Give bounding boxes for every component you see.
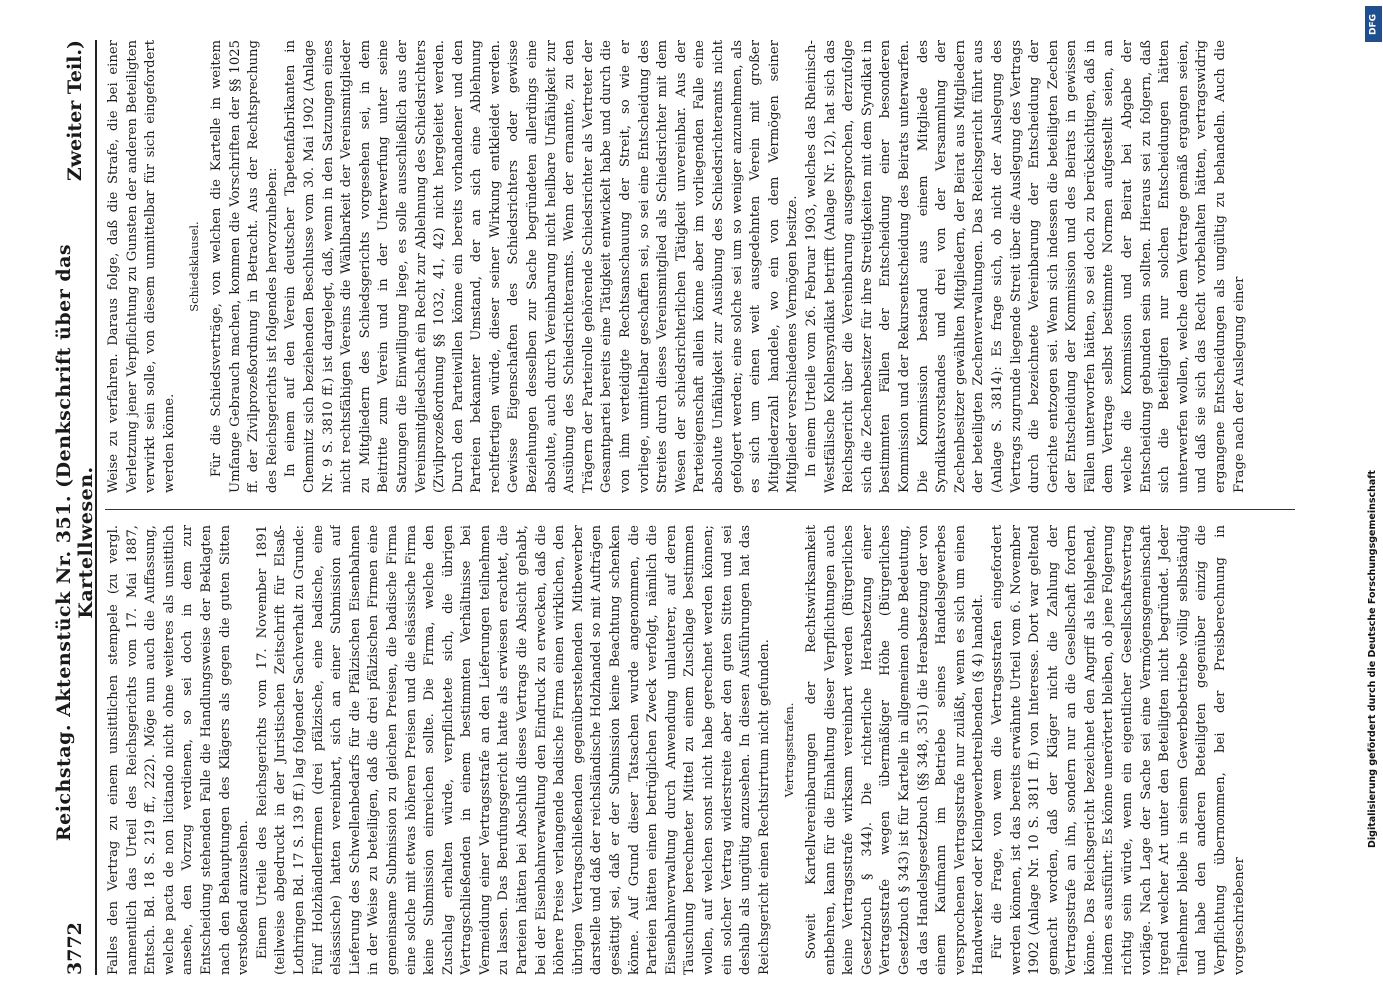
page-number: 3772 bbox=[64, 922, 86, 975]
paragraph: Falles den Vertrag zu einem unsittlichen stempele (zu vergl. namentlich das Urteil des Reichsgerichts vom 17. Mai 1887, Entsch. Bd. 18 S. 219 ff., 222). Möge nun auch die Auffassung, welche pacta de non licitando nicht ohne weiteres als unsittlich ansehe, den Vorzug verdienen, so sei doch in dem zur Entscheidung stehenden Falle die Handlungsweise der Beklagten nach den Behauptungen des Klägers als gegen die guten Sitten verstoßend anzusehen. bbox=[106, 525, 252, 975]
section-subheading: Schiedsklausel. bbox=[187, 221, 202, 312]
paragraph: Für die Schiedsverträge, von welchen die Kartelle in weitem Umfange Gebrauch machen, kommen die Vorschriften der §§ 1025 ff. der Zivilprozeßordnung in Betracht. Aus der Rechtsprechung des Reichsgerichts ist folgendes hervorzuheben: bbox=[208, 40, 280, 493]
section-subheading: Vertragsstrafen. bbox=[782, 702, 797, 798]
right-column bbox=[105, 40, 1295, 493]
rotated-page bbox=[55, 40, 1305, 975]
paragraph: Einem Urteile des Reichsgerichts vom 17. November 1891 (teilweise abgedruckt in der Juristischen Zeitschrift für Elsaß-Lothringen Bd. 17 S. 139 ff.) lag folgender Sachverhalt zu Grunde: Fünf Holzhändlerfirmen (drei pfälzische, eine badische, eine elsässische) hatten vereinbart, sich an einer Submission auf Lieferung des Schwellenbedarfs für die Pfälzischen Eisenbahnen in der Weise zu beteiligen, daß die drei pfälzischen Firmen eine gemeinsame Submission zu gleichen Preisen, die badische Firma eine solche mit etwas höheren Preisen und die elsässische Firma keine Submission einreichen sollte. Die Firma, welche den Zuschlag erhalten würde, verpflichtete sich, die übrigen Vertragschließenden in einem bestimmten Verhältnisse bei Vermeidung einer Vertragsstrafe an den Lieferungen teilnehmen zu lassen. Das Berufungsgericht hatte als erwiesen erachtet, die Parteien hätten bei Abschluß dieses Vertrags die Absicht gehabt, bei der Eisenbahnverwaltung den Eindruck zu erwecken, daß die höhere Preise verlangende badische Firma einen wirklichen, den übrigen Vertragschließenden gegenüberstehenden Mitbewerber darstelle und daß der reichsländische Holzhandel so mit Aufträgen gesättigt sei, daß er der Submission keine Beachtung schenken könne. Auf Grund dieser Tatsachen wurde angenommen, die Parteien hätten einen betrüglichen Zweck verfolgt, nämlich die Eisenbahnverwaltung durch Anwendung unlauterer, auf deren Täuschung berechneter Mittel zu einem Zuschlage bestimmen wollen, auf welchen sonst nicht habe gerechnet werden können; ein solcher Vertrag widerstreite aber den guten Sitten und sei deshalb als ungültig anzusehen. In diesen Ausführungen hat das Reichsgericht einen Rechtsirrtum nicht gefunden. bbox=[254, 525, 772, 975]
part-label: Zweiter Teil.) bbox=[64, 40, 86, 182]
dfg-logo: DFG bbox=[1365, 6, 1382, 42]
running-title: Reichstag. Aktenstück Nr. 351. (Denkschrift über das Kartellwesen. bbox=[53, 243, 97, 842]
running-header bbox=[55, 40, 97, 975]
left-column bbox=[105, 525, 1295, 975]
paragraph: Weise zu verfahren. Daraus folge, daß die Strafe, die bei einer Verletzung jener Verpflichtung zu Gunsten der anderen Beteiligten verwirkt sein solle, von diesem unmittelbar für sich eingefordert werden könne. bbox=[106, 40, 177, 493]
digitization-notice: Digitalisierung gefördert durch die Deutsche Forschungsgemeinschaft bbox=[1367, 470, 1378, 848]
paragraph: In einem auf den Verein deutscher Tapetenfabrikanten in Chemnitz sich beziehenden Beschlusse vom 30. Mai 1902 (Anlage Nr. 9 S. 3810 ff.) ist dargelegt, daß, wenn in den Satzungen eines nicht rechtsfähigen Vereins die Wählbarkeit der Vereinsmitglieder zu Mitgliedern des Schiedsgerichts vorgesehen sei, in dem Beitritte zum Verein und in der Unterwerfung unter seine Satzungen die Einwilligung liege, es solle ausschließlich aus der Vereinsmitgliedschaft ein Recht zur Ablehnung des Schiedsrichters (Zivilprozeßordnung §§ 1032, 41, 42) nicht hergeleitet werden. Durch den Parteiwillen könne ein bereits vorhandener und den Parteien bekannter Umstand, der an sich eine Ablehnung rechtfertigen würde, dieser seiner Wirkung entkleidet werden. Gewisse Eigenschaften des Schiedsrichters oder gewisse Beziehungen desselben zur Sache begründeten allerdings eine absolute, auch durch Vereinbarung nicht heilbare Unfähigkeit zur Ausübung des Schiedsrichteramts. Wenn der ernannte, zu den Trägern der Parteirolle gehörende Schiedsrichter als Vertreter der Gesamtpartei bereits eine Tätigkeit entwickelt habe und durch die von ihm verteidigte Rechtsanschauung der Streit, so wie er vorliege, unmittelbar geschaffen sei, so sei eine Entscheidung des Streites durch dieses Vereinsmitglied als Schiedsrichter mit dem Wesen der schiedsrichterlichen Tätigkeit unvereinbar. Aus der Parteieigenschaft allein könne aber im vorliegenden Falle eine absolute Unfähigkeit zur Ausübung des Schiedsrichteramts nicht gefolgert werden; eine solche sei um so weniger anzunehmen, als es sich um einen weit ausgedehnten Verein mit großer Mitgliederzahl handele, wo ein von dem Vermögen seiner Mitglieder verschiedenes Vermögen besitze. bbox=[283, 40, 801, 493]
column-divider bbox=[105, 509, 1295, 510]
paragraph: Für die Frage, von wem die Vertragsstrafen eingefordert werden können, ist das bereits erwähnte Urteil vom 6. November 1902 (Anlage Nr. 10 S. 3811 ff.) von Interesse. Dort war geltend gemacht worden, daß der Kläger nicht die Zahlung der Vertragsstrafe an ihn, sondern nur an die Gesellschaft fordern könne. Das Reichsgericht bezeichnet den Angriff als fehlgehend, indem es ausführt: Es könne unerörtert bleiben, ob jene Folgerung richtig sein würde, wenn ein eigentlicher Gesellschaftsvertrag vorläge. Nach Lage der Sache sei eine Vermögensgemeinschaft irgend welcher Art unter den Beteiligten nicht begründet. Jeder Teilnehmer bleibe in seinem Gewerbebetriebe völlig selbständig und habe den anderen Beteiligten gegenüber einzig die Verpflichtung übernommen, bei der Preisberechnung in vorgeschriebener bbox=[989, 525, 1247, 975]
paragraph: Soweit Kartellvereinbarungen der Rechtswirksamkeit entbehren, kann für die Einhaltung dieser Verpflichtungen auch keine Vertragsstrafe wirksam vereinbart werden (Bürgerliches Gesetzbuch § 344). Die richterliche Herabsetzung einer Vertragsstrafe wegen übermäßiger Höhe (Bürgerliches Gesetzbuch § 343) ist für Kartelle in allgemeinen ohne Bedeutung, da das Handelsgesetzbuch (§§ 348, 351) die Herabsetzung der von einem Kaufmann im Betriebe seines Handelsgewerbes versprochenen Vertragsstrafe nur zuläßt, wenn es sich um einen Handwerker oder Kleingewerbetreibenden (§ 4) handelt. bbox=[803, 525, 987, 975]
paragraph: In einem Urteile vom 26. Februar 1903, welches das Rheinisch-Westfälische Kohlensyndikat betrifft (Anlage Nr. 12), hat sich das Reichsgericht über die Vereinbarung ausgesprochen, derzufolge sich die Zechenbesitzer für ihre Streitigkeiten mit dem Syndikat in bestimmten Fällen der Entscheidung einer besonderen Kommission und der Rekursentscheidung des Beirats unterwarfen. Die Kommission bestand aus einem Mitgliede des Syndikatsvorstandes und drei von der Versammlung der Zechenbesitzer gewählten Mitgliedern, der Beirat aus Mitgliedern der beteiligten Zechenverwaltungen. Das Reichsgericht führt aus (Anlage S. 3814): Es frage sich, ob nicht der Auslegung des Vertrags zugrunde liegende Streit über die Auslegung des Vertrags durch die bezeichnete Vereinbarung der Entscheidung der Gerichte entzogen sei. Wenn sich indessen die beteiligten Zechen der Entscheidung der Kommission und des Beirats in gewissen Fällen unterworfen hätten, so sei doch zu berücksichtigen, daß in dem Vertrage selbst bestimmte Normen aufgestellt seien, an welche die Kommission und der Beirat bei Abgabe der Entscheidung gebunden sein sollten. Hieraus sei zu folgern, daß sich die Beteiligten nur solchen Entscheidungen hätten unterwerfen wollen, welche dem Vertrage gemäß ergangen seien, und daß sie sich das Recht vorbehalten hätten, vertragswidrig ergangene Entscheidungen als ungültig zu behandeln. Auch die Frage nach der Auslegung einer bbox=[803, 40, 1247, 493]
